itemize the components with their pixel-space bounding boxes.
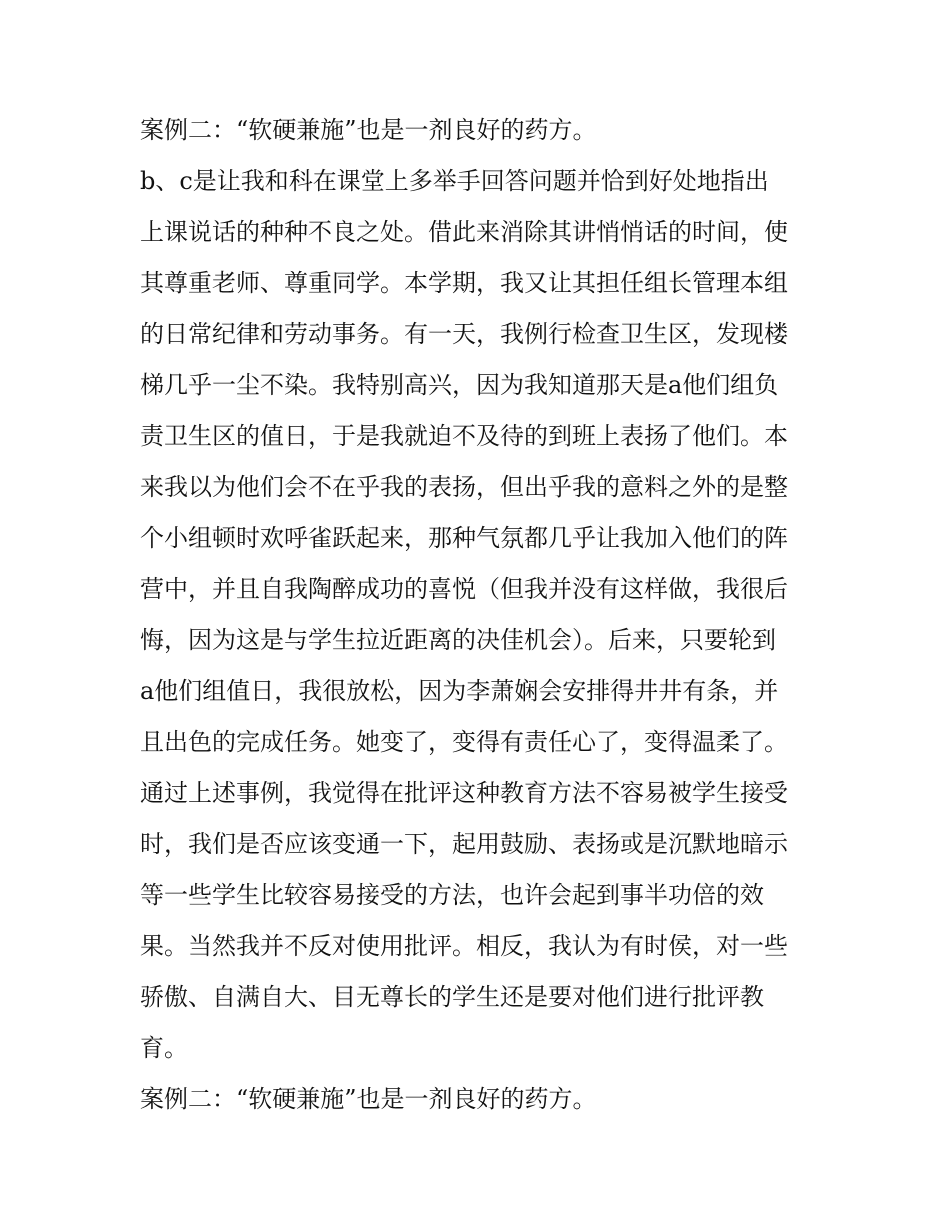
paragraph-line: 其尊重老师、尊重同学。本学期，我又让其担任组长管理本组 [140, 269, 788, 297]
paragraph-line: 个小组顿时欢呼雀跃起来，那种气氛都几乎让我加入他们的阵 [140, 524, 788, 552]
paragraph-line: 时，我们是否应该变通一下，起用鼓励、表扬或是沉默地暗示 [140, 830, 788, 858]
paragraph-line: 等一些学生比较容易接受的方法，也许会起到事半功倍的效 [140, 881, 764, 909]
paragraph-line: 责卫生区的值日，于是我就迫不及待的到班上表扬了他们。本 [140, 422, 788, 450]
paragraph-line: 梯几乎一尘不染。我特别高兴，因为我知道那天是a他们组负 [140, 371, 779, 399]
paragraph-line: a他们组值日，我很放松，因为李萧娴会安排得井井有条，并 [140, 677, 779, 705]
paragraph-line: 悔，因为这是与学生拉近距离的决佳机会）。后来，只要轮到 [140, 626, 776, 654]
paragraph-line: 营中，并且自我陶醉成功的喜悦（但我并没有这样做，我很后 [140, 575, 788, 603]
paragraph-line: 果。当然我并不反对使用批评。相反，我认为有时侯，对一些 [140, 932, 788, 960]
document-body [140, 106, 820, 1126]
paragraph-line: 通过上述事例，我觉得在批评这种教育方法不容易被学生接受 [140, 779, 788, 807]
paragraph-line: 的日常纪律和劳动事务。有一天，我例行检查卫生区，发现楼 [140, 320, 788, 348]
paragraph-line: 来我以为他们会不在乎我的表扬，但出乎我的意料之外的是整 [140, 473, 788, 501]
paragraph-line: 骄傲、自满自大、目无尊长的学生还是要对他们进行批评教 [140, 983, 764, 1011]
paragraph-line: 且出色的完成任务。她变了，变得有责任心了，变得温柔了。 [140, 728, 788, 756]
paragraph-line: b、c是让我和科在课堂上多举手回答问题并恰到好处地指出 [140, 167, 769, 195]
paragraph-line: 上课说话的种种不良之处。借此来消除其讲悄悄话的时间，使 [140, 218, 788, 246]
case-paragraph [140, 157, 820, 1075]
section-heading-bottom: 案例二：“软硬兼施”也是一剂良好的药方。 [140, 1085, 597, 1113]
section-heading-top: 案例二：“软硬兼施”也是一剂良好的药方。 [140, 116, 597, 144]
paragraph-line: 育。 [140, 1034, 188, 1062]
